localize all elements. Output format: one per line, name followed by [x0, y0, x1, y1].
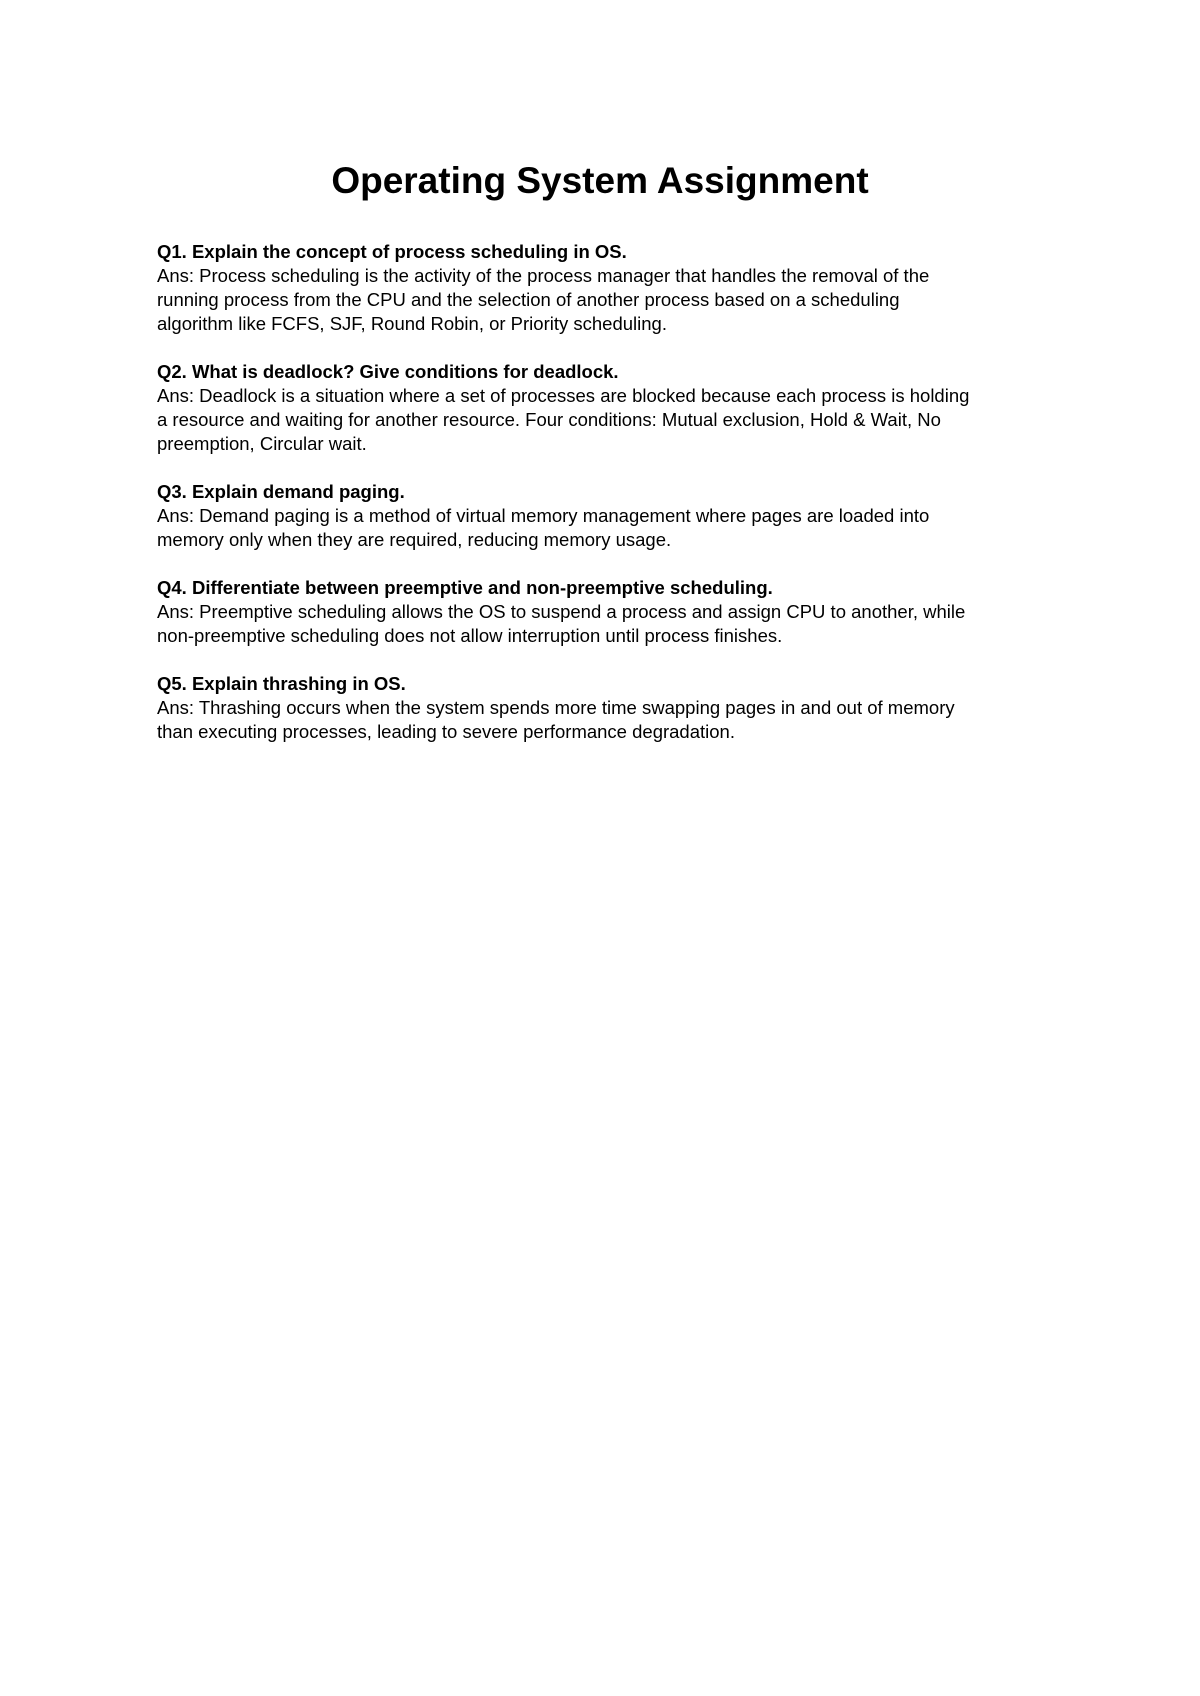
answer-5 — [157, 696, 1057, 744]
question-3: Q3. Explain demand paging. — [157, 481, 405, 502]
question-2: Q2. What is deadlock? Give conditions for deadlock. — [157, 361, 619, 382]
qa-list — [157, 240, 1057, 768]
qa-item-3 — [157, 480, 1057, 552]
answer-line: than executing processes, leading to severe performance degradation. — [157, 721, 735, 742]
answer-line: Ans: Process scheduling is the activity of the process manager that handles the removal of the — [157, 265, 930, 286]
question-4: Q4. Differentiate between preemptive and non-preemptive scheduling. — [157, 577, 773, 598]
answer-line: a resource and waiting for another resource. Four conditions: Mutual exclusion, Hold & Wait, No — [157, 409, 941, 430]
answer-line: running process from the CPU and the selection of another process based on a scheduling — [157, 289, 900, 310]
answer-line: Ans: Preemptive scheduling allows the OS to suspend a process and assign CPU to another, while — [157, 601, 966, 622]
answer-1 — [157, 264, 1057, 336]
answer-line: Ans: Demand paging is a method of virtual memory management where pages are loaded into — [157, 505, 930, 526]
answer-4 — [157, 600, 1057, 648]
qa-item-1 — [157, 240, 1057, 336]
qa-item-2 — [157, 360, 1057, 456]
answer-line: Ans: Thrashing occurs when the system spends more time swapping pages in and out of memory — [157, 697, 955, 718]
answer-line: preemption, Circular wait. — [157, 433, 367, 454]
question-5: Q5. Explain thrashing in OS. — [157, 673, 406, 694]
answer-3 — [157, 504, 1057, 552]
page-title: Operating System Assignment — [331, 160, 869, 201]
qa-item-4 — [157, 576, 1057, 648]
qa-item-5 — [157, 672, 1057, 744]
answer-line: non-preemptive scheduling does not allow interruption until process finishes. — [157, 625, 783, 646]
answer-2 — [157, 384, 1057, 456]
question-1: Q1. Explain the concept of process scheduling in OS. — [157, 241, 627, 262]
answer-line: algorithm like FCFS, SJF, Round Robin, or Priority scheduling. — [157, 313, 667, 334]
answer-line: memory only when they are required, reducing memory usage. — [157, 529, 672, 550]
answer-line: Ans: Deadlock is a situation where a set of processes are blocked because each process is holding — [157, 385, 970, 406]
